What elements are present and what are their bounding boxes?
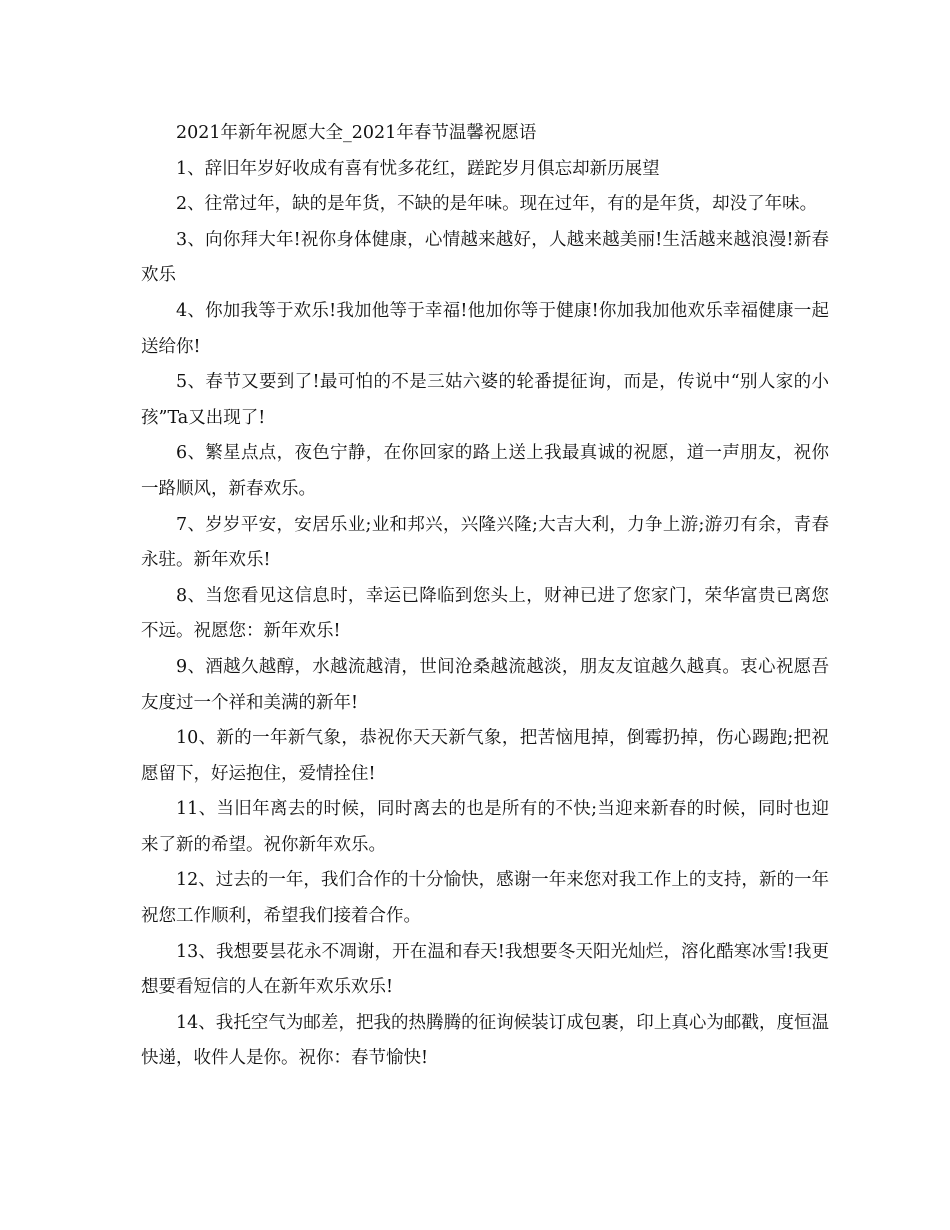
paragraph-13: 13、我想要昙花永不凋谢，开在温和春天!我想要冬天阳光灿烂，溶化酷寒冰雪!我更想要看短信的人在新年欢乐欢乐!	[141, 941, 829, 998]
paragraph-11: 11、当旧年离去的时候，同时离去的也是所有的不快;当迎来新春的时候，同时也迎来了新的希望。祝你新年欢乐。	[141, 799, 829, 855]
paragraph-2: 2、往常过年，缺的是年货，不缺的是年味。现在过年，有的是年货，却没了年味。	[176, 194, 818, 215]
paragraph-8: 8、当您看见这信息时，幸运已降临到您头上，财神已进了您家门，荣华富贵已离您不远。祝愿您：新年欢乐!	[141, 585, 829, 642]
paragraph-6: 6、繁星点点，夜色宁静，在你回家的路上送上我最真诚的祝愿，道一声朋友，祝你一路顺风，新春欢乐。	[141, 443, 829, 499]
document-title: 2021年新年祝愿大全_2021年春节温馨祝愿语	[176, 123, 537, 143]
paragraph-5: 5、春节又要到了!最可怕的不是三姑六婆的轮番提征询，而是，传说中“别人家的小孩”Ta又出现了!	[141, 372, 829, 428]
paragraph-10: 10、新的一年新气象，恭祝你天天新气象，把苦恼甩掉，倒霉扔掉，伤心踢跑;把祝愿留下，好运抱住，爱情拴住!	[141, 728, 829, 784]
paragraph-4: 4、你加我等于欢乐!我加他等于幸福!他加你等于健康!你加我加他欢乐幸福健康一起送给你!	[141, 300, 829, 357]
paragraph-1: 1、辞旧年岁好收成有喜有忧多花红，蹉跎岁月俱忘却新历展望	[176, 158, 660, 179]
document-page	[141, 116, 829, 1077]
paragraph-9: 9、酒越久越醇，水越流越清，世间沧桑越流越淡，朋友友谊越久越真。衷心祝愿吾友度过一个祥和美满的新年!	[141, 656, 829, 713]
paragraph-3: 3、向你拜大年!祝你身体健康，心情越来越好，人越来越美丽!生活越来越浪漫!新春欢乐	[141, 229, 829, 286]
paragraph-14: 14、我托空气为邮差，把我的热腾腾的征询候装订成包裹，印上真心为邮戳，度恒温快递，收件人是你。祝你：春节愉快!	[141, 1012, 829, 1069]
paragraph-7: 7、岁岁平安，安居乐业;业和邦兴，兴隆兴隆;大吉大利，力争上游;游刃有余，青春永驻。新年欢乐!	[141, 514, 829, 571]
paragraph-12: 12、过去的一年，我们合作的十分愉快，感谢一年来您对我工作上的支持，新的一年祝您工作顺利，希望我们接着合作。	[141, 870, 829, 927]
